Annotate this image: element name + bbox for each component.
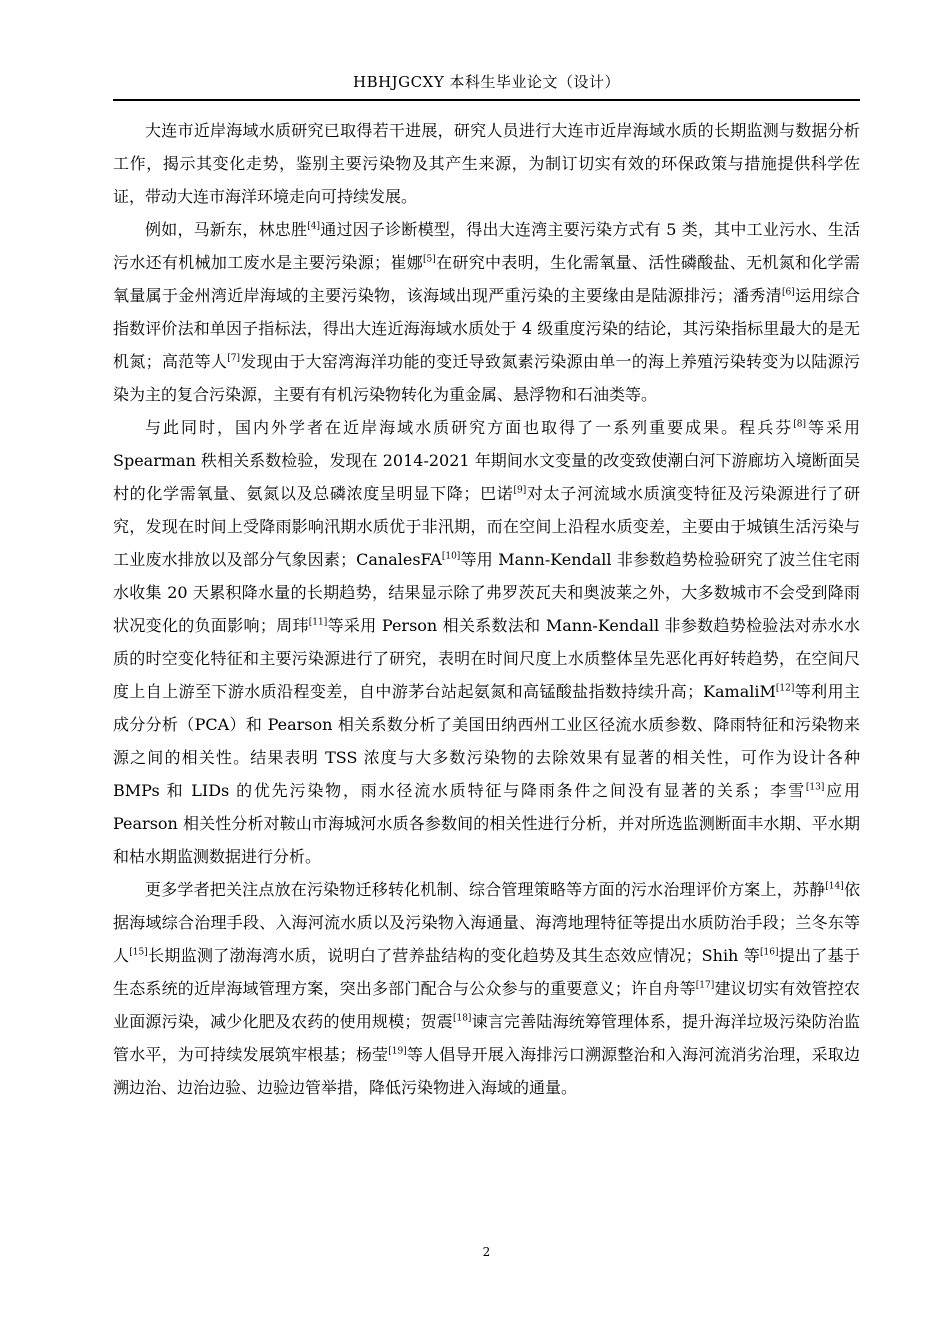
citation-marker: [19] — [388, 1046, 407, 1057]
paragraph-text: 谏言完善陆海统筹管理体系，提升海洋垃圾污染防治监管水平，为可持续发展筑牢根基；杨莹 — [113, 1012, 860, 1064]
paragraph-text: 提出了基于生态系统的近岸海域管理方案，突出多部门配合与公众参与的重要意义；许自舟等 — [113, 946, 860, 998]
paragraph-text: 应用 Pearson 相关性分析对鞍山市海城河水质各参数间的相关性进行分析，并对所选监测断面丰水期、平水期和枯水期监测数据进行分析。 — [113, 781, 860, 866]
paragraph-text: 运用综合指数评价法和单因子指标法，得出大连近海海域水质处于 4 级重度污染的结论，其污染指标里最大的是无机氮；高范等人 — [113, 286, 860, 371]
citation-marker: [8] — [793, 419, 806, 430]
citation-marker: [12] — [775, 683, 795, 694]
paragraph-text: 长期监测了渤海湾水质，说明白了营养盐结构的变化趋势及其生态效应情况；Shih 等 — [147, 946, 761, 965]
header-divider — [113, 99, 860, 101]
paragraph-text: 例如，马新东，林忠胜 — [145, 220, 308, 239]
paragraph-text: 等采用 Spearman 秩相关系数检验，发现在 2014-2021 年期间水文变量的改变致使潮白河下游廊坊入境断面吴村的化学需氧量、氨氮以及总磷浓度呈明显下降；巴诺 — [113, 418, 860, 503]
paragraph-text: 等用 Mann-Kendall 非参数趋势检验研究了波兰住宅雨水收集 20 天累积降水量的长期趋势，结果显示除了弗罗茨瓦夫和奥波莱之外，大多数城市不会受到降雨状况变化的负面影响；周玮 — [113, 550, 860, 635]
citation-marker: [10] — [441, 551, 461, 562]
citation-marker: [5] — [423, 254, 436, 265]
paragraph-text: 依据海域综合治理手段、入海河流水质以及污染物入海通量、海湾地理特征等提出水质防治手段；兰冬东等人 — [113, 880, 860, 965]
citation-marker: [11] — [308, 617, 328, 628]
paragraph-text: 在研究中表明，生化需氧量、活性磷酸盐、无机氮和化学需氧量属于金州湾近岸海域的主要污染物，该海域出现严重污染的主要缘由是陆源排污；潘秀清 — [113, 253, 860, 305]
paragraph-text: 通过因子诊断模型，得出大连湾主要污染方式有 5 类，其中工业污水、生活污水还有机械加工废水是主要污染源；崔娜 — [113, 220, 860, 272]
page-header: HBHJGCXY 本科生毕业论文（设计） — [352, 73, 620, 91]
citation-marker: [15] — [129, 947, 148, 958]
paragraph-text: 建议切实有效管控农业面源污染，减少化肥及农药的使用规模；贺震 — [113, 979, 860, 1031]
citation-marker: [6] — [781, 287, 795, 298]
paragraph — [113, 213, 860, 411]
paragraph-text: 发现由于大窑湾海洋功能的变迁导致氮素污染源由单一的海上养殖污染转变为以陆源污染为主的复合污染源，主要有有机污染物转化为重金属、悬浮物和石油类等。 — [113, 352, 860, 404]
paragraph-text: 更多学者把关注点放在污染物迁移转化机制、综合管理策略等方面的污水治理评价方案上，苏静 — [145, 880, 826, 899]
paragraph — [113, 114, 860, 213]
paragraph-text: 大连市近岸海域水质研究已取得若干进展，研究人员进行大连市近岸海域水质的长期监测与数据分析工作，揭示其变化走势，鉴别主要污染物及其产生来源，为制订切实有效的环保政策与措施提供科学佐证，带动大连市海洋环境走向可持续发展。 — [113, 121, 860, 206]
page-number: 2 — [482, 1245, 491, 1259]
paragraph — [113, 873, 860, 1104]
paragraph-text: 等利用主成分分析（PCA）和 Pearson 相关系数分析了美国田纳西州工业区径流水质参数、降雨特征和污染物来源之间的相关性。结果表明 TSS 浓度与大多数污染物的去除效果有显著的相关性，可作为设计各种 BMPs 和 LIDs 的优先污染物，雨水径流水质特征与降雨条件之间没有显著的关系；李雪 — [113, 682, 860, 800]
citation-marker: [4] — [307, 221, 320, 232]
body-text — [113, 114, 860, 1104]
citation-marker: [9] — [513, 485, 527, 496]
citation-marker: [17] — [695, 980, 715, 991]
paragraph — [113, 411, 860, 873]
paragraph-text: 等采用 Person 相关系数法和 Mann-Kendall 非参数趋势检验法对赤水水质的时空变化特征和主要污染源进行了研究，表明在时间尺度上水质整体呈先恶化再好转趋势，在空间尺度上自上游至下游水质沿程变差，自中游茅台站起氨氮和高锰酸盐指数持续升高；KamaliM — [113, 616, 860, 701]
citation-marker: [14] — [825, 881, 844, 892]
paragraph-text: 与此同时，国内外学者在近岸海域水质研究方面也取得了一系列重要成果。程兵芬 — [145, 418, 794, 437]
citation-marker: [18] — [452, 1013, 472, 1024]
citation-marker: [7] — [227, 353, 240, 364]
citation-marker: [13] — [805, 782, 825, 793]
paragraph-text: 等人倡导开展入海排污口溯源整治和入海河流消劣治理，采取边溯边治、边治边验、边验边管举措，降低污染物进入海域的通量。 — [113, 1045, 860, 1097]
citation-marker: [16] — [760, 947, 779, 958]
paragraph-text: 对太子河流域水质演变特征及污染源进行了研究，发现在时间上受降雨影响汛期水质优于非汛期，而在空间上沿程水质变差，主要由于城镇生活污染与工业废水排放以及部分气象因素；CanalesFA — [113, 484, 860, 569]
